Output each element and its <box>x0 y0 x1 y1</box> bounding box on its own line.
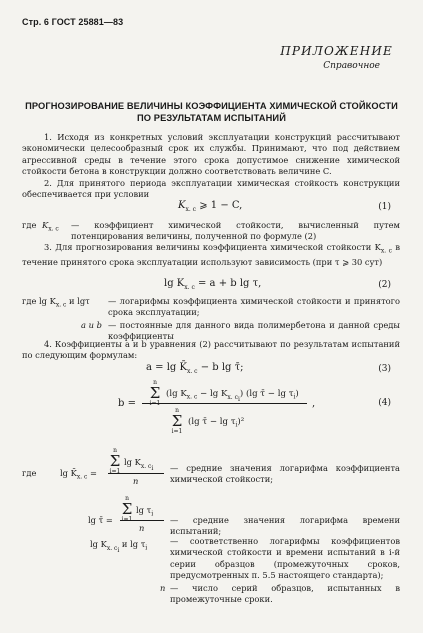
def-4-symbol: n <box>160 583 166 593</box>
appendix-title: ПРИЛОЖЕНИЕ <box>280 44 393 58</box>
where-2-text: — логарифмы коэффициента химической стойкости и принятого срока эксплуатации; <box>108 296 400 318</box>
where-1-text: — коэффициент химической стойкости, вычисленный путем потенцирования величины, полученной по формуле (2) <box>71 220 400 242</box>
equation-3: $a = \lg K̄_{х. с} - b$ lg τ̄; <box>146 362 244 375</box>
sum-sign: Σ <box>171 412 183 430</box>
appendix-subtitle: Справочное <box>323 61 380 71</box>
def-2-fraction-bar <box>120 520 164 521</box>
sum-sign: Σ <box>121 500 133 518</box>
eq1-symbol: K <box>178 200 186 211</box>
def-3-symbol: $\lg K_{х. с_i}$ и $\lg \tau_i$ <box>90 539 148 554</box>
where-2-ab: a и b <box>81 320 102 330</box>
paragraph-2: 2. Для принятого периода эксплуатации химическая стойкость конструкции обеспечивается при условии <box>22 178 400 200</box>
def-2-symbol: lg τ̄ = <box>88 515 113 525</box>
eq1-rhs: ⩾ 1 − C, <box>199 200 243 211</box>
section-title-line1: ПРОГНОЗИРОВАНИЕ ВЕЛИЧИНЫ КОЭФФИЦИЕНТА ХИМИЧЕСКОЙ СТОЙКОСТИ <box>25 101 398 111</box>
where-1-lead: где <box>22 220 37 230</box>
equation-4-fraction-bar <box>142 403 307 404</box>
eq1-subscript: х. с <box>185 206 197 213</box>
def-1-text: — средние значения логарифма коэффициента химической стойкости; <box>170 463 400 485</box>
def-3-text: — соответственно логарифмы коэффициентов химической стойкости и времени испытаний в i-й серии образцов (промежуточных сроков, предусмотренных п. 5.5 настоящего стандарта); <box>170 536 400 580</box>
def-1-fraction-bar <box>108 473 164 474</box>
equation-4-number: (4) <box>378 398 391 408</box>
def-1-symbol: $\lg K̄_{х. с}$ = <box>60 468 97 481</box>
paragraph-3: 3. Для прогнозирования величины коэффициента химической стойкости $K_{х. с}$ в течение принятого срока эксплуатации используют зависимость (при τ ⩾ 30 сут) <box>22 242 401 267</box>
equation-2-number: (2) <box>378 280 391 290</box>
equation-1 <box>178 200 242 213</box>
defs-lead: где <box>22 468 37 478</box>
section-title-line2: ПО РЕЗУЛЬТАТАМ ИСПЫТАНИЙ <box>136 113 286 123</box>
equation-2: $\lg K_{х. с} = a + b$ lg τ, <box>164 278 262 291</box>
where-1-symbol: $K_{х. с}$ <box>42 220 59 233</box>
equation-1-number: (1) <box>378 202 391 212</box>
equation-3-number: (3) <box>378 364 391 374</box>
equation-4-tail: , <box>312 398 316 409</box>
paragraph-1: 1. Исходя из конкретных условий эксплуатации конструкций рассчитывают экономически целесообразный срок их службы. Принимают, что под действием агрессивной среды в течение этого срока допустимое снижение химической стойкости бетона в конструкции должно соответствовать величине C. <box>22 132 400 176</box>
sum-sign: Σ <box>149 384 161 402</box>
def-1-denominator: n <box>133 476 139 486</box>
page-header: Стр. 6 ГОСТ 25881—83 <box>22 17 124 27</box>
def-4-text: — число серий образцов, испытанных в промежуточные сроки. <box>170 583 400 605</box>
where-2-lead: где $\lg K_{х. с}$ и lgτ <box>22 296 90 309</box>
sum-sign: Σ <box>109 452 121 470</box>
paragraph-4: 4. Коэффициенты a и b уравнения (2) рассчитывают по результатам испытаний по следующим формулам: <box>22 339 400 361</box>
def-2-text: — средние значения логарифма времени испытаний; <box>170 515 400 537</box>
def-2-denominator: n <box>139 523 145 533</box>
where-2-ab-text: — постоянные для данного вида полимербетона и данной среды коэффициенты <box>108 320 400 342</box>
document-page: Стр. 6 ГОСТ 25881—83 ПРИЛОЖЕНИЕ Справочное ПРОГНОЗИРОВАНИЕ ВЕЛИЧИНЫ КОЭФФИЦИЕНТА ХИМИЧЕСКОЙ СТОЙКОСТИ ПО РЕЗУЛЬТАТАМ ИСПЫТАНИЙ 1. Исходя из конкретных условий эксплуатации конструкций рассчитывают экономически целесообразный срок их службы. Принимают, что под действием агрессивной среды в течение этого срока допустимое снижение химической стойкости бетона в конструкции должно соответствовать величине C. 2. Для принятого периода эксплуатации химическая стойкость конструкции обеспечивается при условии $K_{х. с}$ ⩾ 1 − C, (1) где $K_{х. с}$ — коэффициент химической стойкости, вычисленный путем потенцирования величины, полученной по формуле (2) 3. Для прогнозирования величины коэффициента химической стойкости $K_{х. с}$ в течение принятого срока эксплуатации используют зависимость (при τ ⩾ 30 сут) $\lg K_{х. с} = a + b$ lg τ, (2) где $\lg K_{х. с}$ и lgτ — логарифмы коэффициента химической стойкости и принятого срока эксплуатации; a и b — постоянные для данного вида полимербетона и данной среды коэффициенты 4. Коэффициенты a и b уравнения (2) рассчитывают по результатам испытаний по следующим формулам: $a = \lg K̄_{х. с} - b$ lg τ̄; (3) b = n Σ i=1 (lg $K_{х. с} - \lg K_{х. с_i}$) (lg τ̄ − $\lg \tau_i$) n Σ i=1 (lg τ̄ − $\lg \tau_i)^2$ , (4) где $\lg K̄_{х. с}$ = n Σ i=1 $\lg K_{х. с_i}$ n — средние значения логарифма коэффициента химической стойкости; lg τ̄ = n Σ i=1 $\lg \tau_i$ n — средние значения логарифма времени испытаний; $\lg K_{х. с_i}$ и $\lg \tau_i$ — соответственно логарифмы коэффициентов химической стойкости и времени испытаний в i-й серии образцов (промежуточных сроков, предусмотренных п. 5.5 настоящего стандарта); n — число серий образцов, испытанных в промежуточные сроки. <box>0 0 423 633</box>
equation-4-lhs: b = <box>118 398 136 409</box>
